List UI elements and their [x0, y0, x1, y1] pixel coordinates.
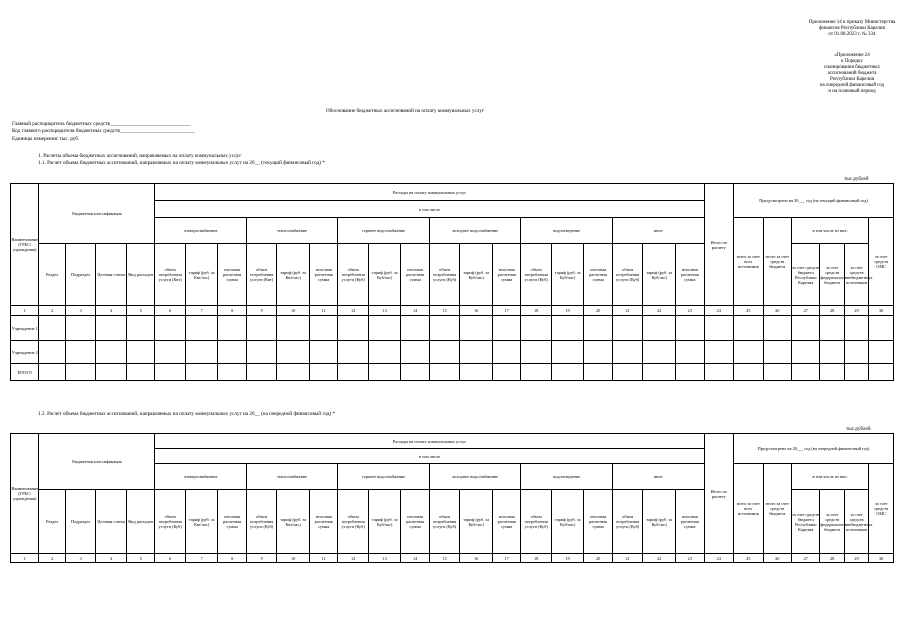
table-next-year [10, 433, 894, 563]
header-section: Раздел [39, 490, 65, 554]
header-volume: объем потребления услуги (Куб) [521, 244, 552, 306]
header-volume: объем потребления услуги (Квт) [155, 244, 186, 306]
header-hot-water: горячее водоснабжение [338, 218, 430, 244]
header-volume: объем потребления услуги (Квт) [246, 244, 277, 306]
header-total-sum: итоговая расчетная сумма [492, 490, 520, 554]
col-num: 26 [763, 554, 791, 563]
col-num: 19 [551, 554, 584, 563]
header-including: в том числе [155, 449, 704, 464]
col-num: 25 [734, 306, 763, 316]
table-row [11, 341, 894, 364]
section-1-1-title: 1.1. Расчет объема бюджетных ассигнований, направляемых на оплату коммунальных услуг на 20__ (текущий финансовый год) * [38, 160, 325, 166]
col-num: 10 [277, 554, 310, 563]
header-total-sum: итоговая расчетная сумма [401, 244, 429, 306]
header-volume: объем потребления услуги (Куб) [338, 244, 369, 306]
header-section: Раздел [39, 244, 65, 306]
header-total-sum: итоговая расчетная сумма [675, 244, 704, 306]
col-num: 11 [309, 554, 337, 563]
col-num: 23 [675, 554, 704, 563]
header-incl-them: в том числе из них: [792, 218, 869, 244]
section-1-2-title: 1.2. Расчет объема бюджетных ассигнований, направляемых на оплату коммунальных услуг на 20__ (на очередной финансовый год) * [38, 411, 336, 417]
col-num: 18 [521, 554, 552, 563]
col-num: 23 [675, 306, 704, 316]
col-num: 7 [185, 554, 218, 563]
col-num: 14 [401, 554, 429, 563]
header-including: в том числе [155, 201, 704, 218]
col-num: 10 [277, 306, 310, 316]
col-num: 29 [844, 554, 868, 563]
header-target: Целевая статья [96, 244, 127, 306]
header-expense-type: Вид расходов [126, 244, 154, 306]
col-num: 16 [460, 554, 493, 563]
header-tariff: тариф (руб. за Куб/час) [368, 244, 401, 306]
col-num: 20 [584, 306, 612, 316]
header-heat: теплоснабжение [246, 218, 338, 244]
col-num: 1 [11, 306, 39, 316]
header-tariff: тариф (руб. за Куб/час) [643, 490, 676, 554]
appendix-line-6: на очередной финансовый год [819, 83, 885, 88]
header-cold-water: холодное водоснабжение [429, 464, 521, 490]
col-num: 24 [704, 554, 733, 563]
header-total-sum: итоговая расчетная сумма [309, 244, 337, 306]
col-num: 22 [643, 306, 676, 316]
header-tariff: тариф (руб. за Квт/час) [277, 490, 310, 554]
header-total-sum: итоговая расчетная сумма [492, 244, 520, 306]
header-tariff: тариф (руб. за Квт/час) [185, 244, 218, 306]
header-fed-budget: за счет средств федерального бюджета [820, 244, 844, 306]
col-num: 7 [185, 306, 218, 316]
header-tariff: тариф (руб. за Квт/час) [185, 490, 218, 554]
col-num: 22 [643, 554, 676, 563]
appendix-line-5: Республики Карелия [829, 77, 874, 82]
appendix-line-7: и на плановый период [828, 89, 876, 94]
header-oms: за счет средств ОМС [869, 464, 894, 554]
header-tariff: тариф (руб. за Куб/час) [368, 490, 401, 554]
attachment-line-2: финансов Республики Карелия [819, 26, 885, 31]
col-num: 13 [368, 306, 401, 316]
table-row-total [11, 364, 894, 381]
header-budget-funds: итого за счет средств бюджета [763, 464, 791, 554]
header-offbudget: за счет средств внебюджетных источников [844, 244, 868, 306]
col-num: 30 [869, 306, 894, 316]
header-rk-budget: за счет средств бюджета Республики Карелия [792, 490, 820, 554]
header-all-sources: всего за счет всех источников [734, 218, 763, 306]
header-volume: объем потребления услуги (Куб) [338, 490, 369, 554]
header-subsection: Подраздел [65, 490, 96, 554]
header-sewage: водоотведение [521, 464, 613, 490]
col-num: 1 [11, 554, 39, 563]
table-current-year [10, 183, 894, 381]
grbs-code-field: Код главного распорядителя бюджетных средств_____________________________ [12, 128, 195, 134]
col-num: 3 [65, 306, 96, 316]
appendix-block [806, 53, 898, 95]
table-row [11, 316, 894, 341]
header-offbudget: за счет средств внебюджетных источников [844, 490, 868, 554]
header-electricity: электроснабжение [155, 218, 247, 244]
header-volume: объем потребления услуги (Куб) [612, 490, 643, 554]
units-label-1: тыс.рублей [844, 176, 869, 182]
col-num: 21 [612, 554, 643, 563]
header-other: иное [612, 218, 704, 244]
col-num: 11 [309, 306, 337, 316]
col-num: 15 [429, 306, 460, 316]
header-planned: Предусмотрено на 20___ год (на очередной финансовый год) [734, 434, 894, 464]
header-volume: объем потребления услуги (Куб) [429, 244, 460, 306]
header-all-sources: всего за счет всех источников [734, 464, 763, 554]
col-num: 9 [246, 306, 277, 316]
header-total-sum: итоговая расчетная сумма [218, 244, 246, 306]
header-tariff: тариф (руб. за Куб/час) [460, 490, 493, 554]
col-num: 12 [338, 554, 369, 563]
header-volume: объем потребления услуги (Куб) [246, 490, 277, 554]
header-expense-type: Вид расходов [126, 490, 154, 554]
col-num: 6 [155, 306, 186, 316]
header-other: иное [612, 464, 704, 490]
header-electricity: электроснабжение [155, 464, 247, 490]
header-rk-budget: за счет средств бюджета Республики Карелия [792, 244, 820, 306]
section-1-title: 1. Расчеты объема бюджетных ассигнований, направляемых на оплату коммунальных услуг [38, 153, 242, 159]
col-num: 18 [521, 306, 552, 316]
header-target: Целевая статья [96, 490, 127, 554]
header-volume: объем потребления услуги (Куб) [429, 490, 460, 554]
col-num: 12 [338, 306, 369, 316]
col-num: 2 [39, 306, 65, 316]
col-num: 4 [96, 554, 127, 563]
col-num: 3 [65, 554, 96, 563]
header-hot-water: горячее водоснабжение [338, 464, 430, 490]
col-num: 28 [820, 554, 844, 563]
col-num: 20 [584, 554, 612, 563]
col-num: 5 [126, 306, 154, 316]
header-total-calc: Итого по расчету [704, 184, 733, 306]
header-tariff: тариф (руб. за Куб/час) [551, 490, 584, 554]
col-num: 15 [429, 554, 460, 563]
attachment-line-1: Приложение 14 к приказу Министерства [808, 20, 896, 25]
grbs-field: Главный распорядитель бюджетных средств_______________________________ [12, 121, 191, 127]
row-name: Учреждение 2 [11, 341, 39, 364]
header-volume: объем потребления услуги (Куб) [521, 490, 552, 554]
col-num: 17 [492, 306, 520, 316]
row-name: Учреждение 1 [11, 316, 39, 341]
col-num: 27 [792, 554, 820, 563]
header-total-sum: итоговая расчетная сумма [218, 490, 246, 554]
col-num: 21 [612, 306, 643, 316]
col-num: 4 [96, 306, 127, 316]
col-num: 27 [792, 306, 820, 316]
units-field: Единицы измерения: тыс. руб. [12, 136, 80, 142]
header-cold-water: холодное водоснабжение [429, 218, 521, 244]
col-num: 6 [155, 554, 186, 563]
header-institution: Наименование (ГРБС/учреждения) [11, 184, 39, 306]
column-numbers-row [11, 554, 894, 563]
header-volume: объем потребления услуги (Куб) [155, 490, 186, 554]
units-label-2: тыс.рублей [846, 426, 871, 432]
header-budget-class: Бюджетная классификация [39, 184, 155, 244]
header-oms: за счет средств ОМС [869, 218, 894, 306]
header-total-sum: итоговая расчетная сумма [309, 490, 337, 554]
header-total-calc: Итого по расчету [704, 434, 733, 554]
header-budget-funds: итого за счет средств бюджета [763, 218, 791, 306]
row-name: ИТОГО [11, 364, 39, 381]
header-total-sum: итоговая расчетная сумма [401, 490, 429, 554]
appendix-line-2: к Порядку [841, 59, 863, 64]
header-tariff: тариф (руб. за Квт/час) [277, 244, 310, 306]
col-num: 29 [844, 306, 868, 316]
appendix-line-3: планирования бюджетных [823, 65, 881, 70]
header-incl-them: в том числе из них: [792, 464, 869, 490]
header-sewage: водоотведение [521, 218, 613, 244]
col-num: 17 [492, 554, 520, 563]
header-volume: объем потребления услуги (Куб) [612, 244, 643, 306]
col-num: 28 [820, 306, 844, 316]
header-institution: Наименование (ГРБС/учреждения) [11, 434, 39, 554]
col-num: 24 [704, 306, 733, 316]
attachment-block [806, 20, 898, 38]
col-num: 16 [460, 306, 493, 316]
appendix-line-1: «Приложение 24 [834, 53, 870, 58]
header-planned: Предусмотрено на 20___ год (на текущий финансовый год) [734, 184, 894, 218]
col-num: 9 [246, 554, 277, 563]
header-subsection: Подраздел [65, 244, 96, 306]
col-num: 5 [126, 554, 154, 563]
col-num: 30 [869, 554, 894, 563]
header-utilities: Расходы на оплату коммунальных услуг [155, 184, 704, 201]
attachment-line-3: от 01.08.2023 г. № 334 [828, 32, 876, 37]
header-tariff: тариф (руб. за Куб/час) [551, 244, 584, 306]
col-num: 25 [734, 554, 763, 563]
col-num: 26 [763, 306, 791, 316]
col-num: 13 [368, 554, 401, 563]
col-num: 8 [218, 554, 246, 563]
header-total-sum: итоговая расчетная сумма [584, 244, 612, 306]
header-heat: теплоснабжение [246, 464, 338, 490]
header-tariff: тариф (руб. за Куб/час) [460, 244, 493, 306]
appendix-line-4: ассигнований бюджета [827, 71, 877, 76]
col-num: 19 [551, 306, 584, 316]
col-num: 14 [401, 306, 429, 316]
header-utilities: Расходы на оплату коммунальных услуг [155, 434, 704, 449]
col-num: 8 [218, 306, 246, 316]
document-title: Обоснование бюджетных ассигнований на оплату коммунальных услуг [325, 108, 485, 114]
col-num: 2 [39, 554, 65, 563]
header-fed-budget: за счет средств федерального бюджета [820, 490, 844, 554]
header-tariff: тариф (руб. за Куб/час) [643, 244, 676, 306]
header-budget-class: Бюджетная классификация [39, 434, 155, 490]
header-total-sum: итоговая расчетная сумма [584, 490, 612, 554]
header-total-sum: итоговая расчетная сумма [675, 490, 704, 554]
column-numbers-row [11, 306, 894, 316]
